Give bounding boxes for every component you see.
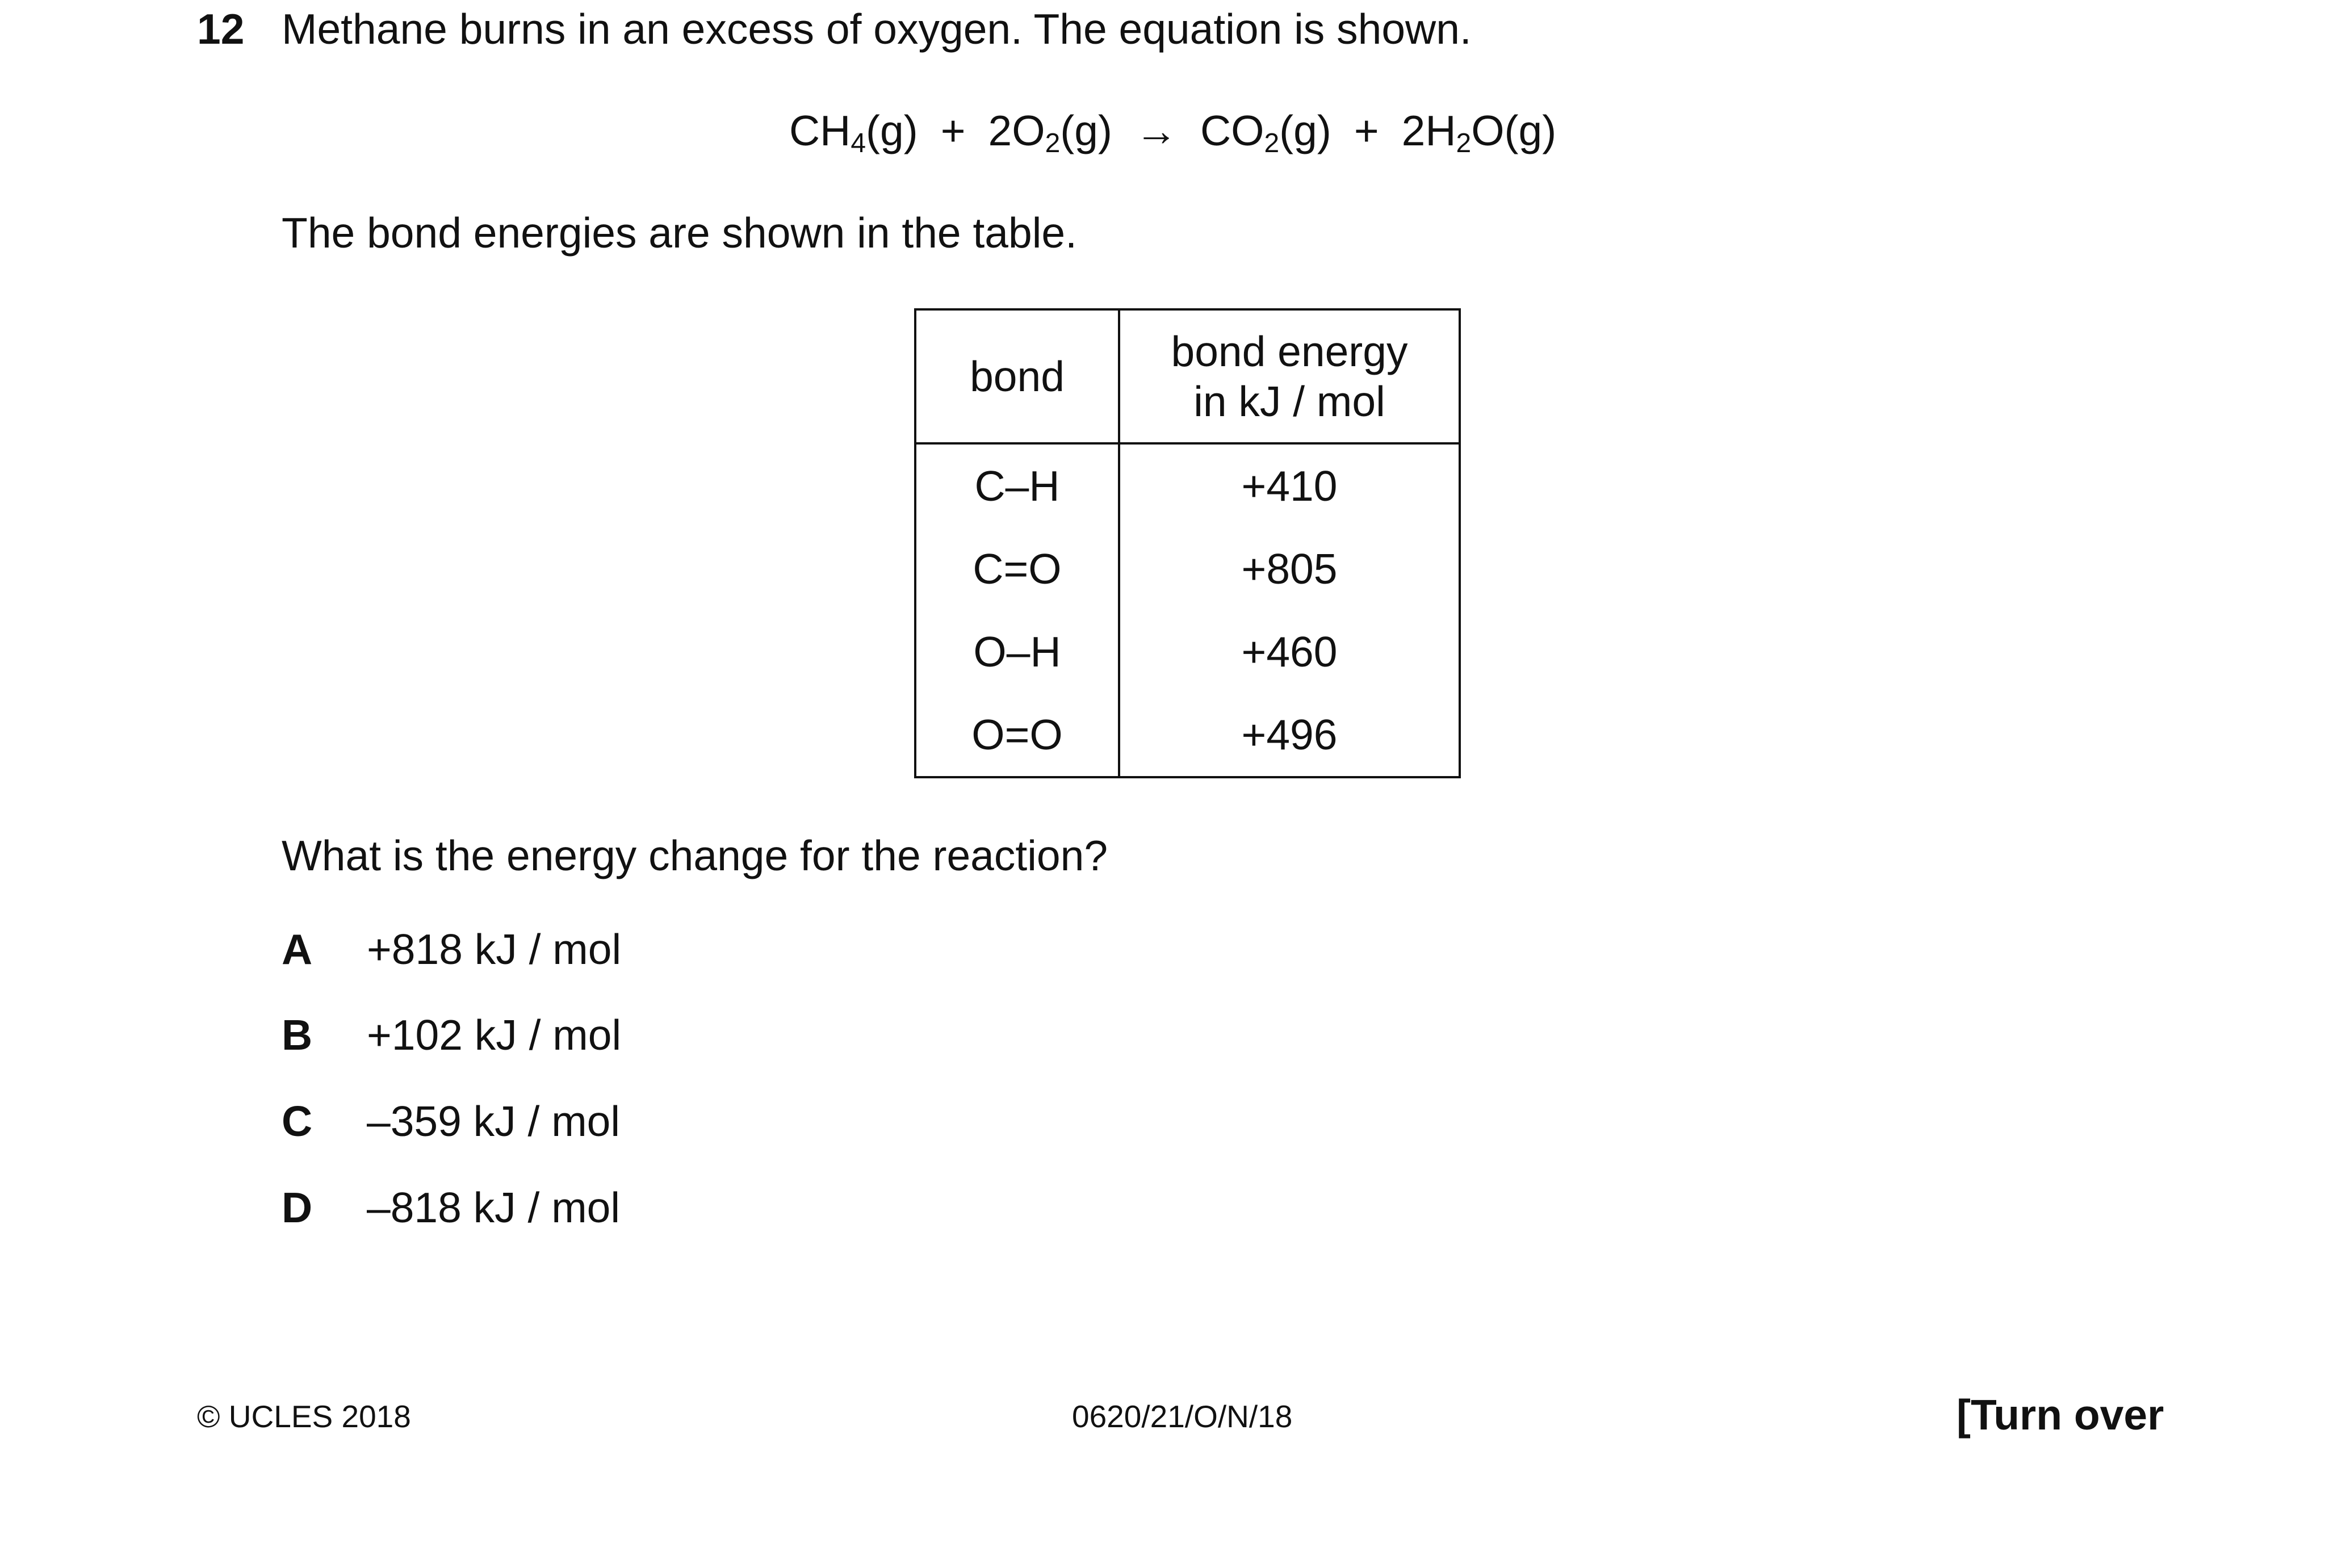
footer-copyright: © UCLES 2018	[197, 1399, 411, 1434]
bond-cell: O=O	[915, 693, 1119, 777]
bond-cell: C=O	[915, 527, 1119, 610]
energy-cell: +496	[1119, 693, 1460, 777]
option-text: –818 kJ / mol	[367, 1184, 621, 1231]
header-bond: bond	[915, 309, 1119, 443]
reactant-methane: $CH_4(g)$	[789, 107, 918, 158]
plus-sign: +	[940, 107, 966, 154]
reactant-oxygen: $2O_2(g)$	[988, 107, 1112, 158]
option-letter: C	[282, 1097, 313, 1145]
product-carbon-dioxide: $CO_2(g)$	[1200, 107, 1331, 158]
table-row	[915, 693, 1460, 777]
bond-cell: C–H	[915, 443, 1119, 527]
option-b[interactable]	[282, 1009, 621, 1060]
option-text: –359 kJ / mol	[367, 1097, 621, 1145]
header-bond-energy: bond energy in kJ / mol	[1119, 309, 1460, 443]
table-intro: The bond energies are shown in the table.	[282, 209, 1077, 257]
option-d[interactable]	[282, 1182, 620, 1233]
bond-energy-table	[914, 308, 1461, 778]
option-letter: B	[282, 1011, 313, 1059]
option-text: +818 kJ / mol	[367, 925, 622, 973]
product-water: $2H_2O(g)$	[1401, 107, 1557, 158]
energy-cell: +410	[1119, 443, 1460, 527]
plus-sign: +	[1354, 107, 1379, 154]
question-number: 12	[197, 5, 245, 53]
table-row	[915, 527, 1460, 610]
table-row	[915, 443, 1460, 527]
option-text: +102 kJ / mol	[367, 1011, 622, 1059]
table-header-row	[915, 309, 1460, 443]
energy-cell: +805	[1119, 527, 1460, 610]
question-prompt: What is the energy change for the reaction?	[282, 832, 1108, 879]
reaction-arrow: →	[1134, 107, 1178, 154]
footer-turn-over: [Turn over	[1957, 1391, 2164, 1439]
chemical-equation	[789, 105, 1556, 156]
option-a[interactable]	[282, 924, 621, 975]
question-stem: Methane burns in an excess of oxygen. The equation is shown.	[282, 5, 1472, 53]
option-letter: D	[282, 1184, 313, 1231]
footer-paper-code: 0620/21/O/N/18	[1072, 1399, 1293, 1434]
option-c[interactable]	[282, 1096, 620, 1147]
table-row	[915, 610, 1460, 693]
bond-cell: O–H	[915, 610, 1119, 693]
energy-cell: +460	[1119, 610, 1460, 693]
option-letter: A	[282, 925, 313, 973]
